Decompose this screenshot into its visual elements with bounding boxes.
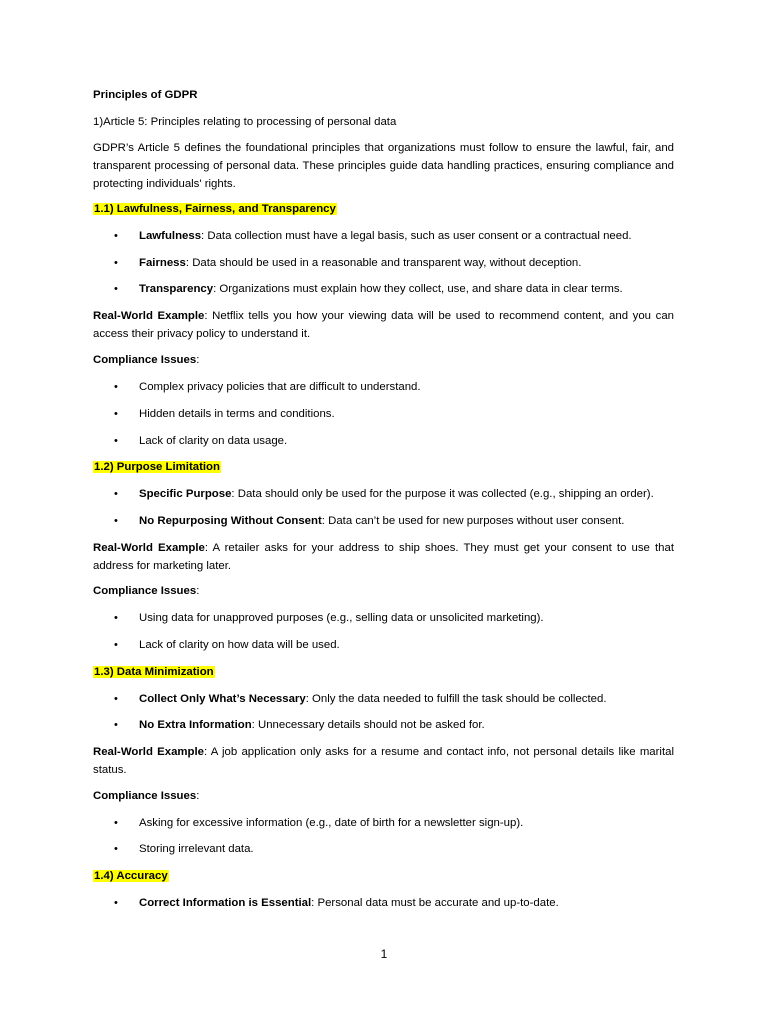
section-heading: 1.3) Data Minimization <box>94 666 214 678</box>
bullet-icon: • <box>114 719 118 731</box>
example-paragraph: Real-World Example: A job application only asks for a resume and contact info, not personal details like marital status. <box>93 746 674 776</box>
bullet-icon: • <box>114 230 118 242</box>
compliance-issues-label: Compliance Issues: <box>93 354 200 366</box>
bullet-icon: • <box>114 435 118 447</box>
bullet-icon: • <box>114 612 118 624</box>
bullet-icon: • <box>114 843 118 855</box>
bullet-icon: • <box>114 488 118 500</box>
bullet-icon: • <box>114 283 118 295</box>
article-line: 1)Article 5: Principles relating to processing of personal data <box>93 116 397 128</box>
bullet-icon: • <box>114 515 118 527</box>
bullet-icon: • <box>114 897 118 909</box>
bullet-icon: • <box>114 817 118 829</box>
intro-paragraph: GDPR’s Article 5 defines the foundational principles that organizations must follow to ensure the lawful, fair, and transparent processing of personal data. These principles guide data handling practices, ensuring compliance and protecting individuals' rights. <box>93 142 674 190</box>
bullet-icon: • <box>114 639 118 651</box>
compliance-issues-label: Compliance Issues: <box>93 790 200 802</box>
compliance-issues-label: Compliance Issues: <box>93 585 200 597</box>
page-number: 1 <box>380 947 388 961</box>
section-heading: 1.1) Lawfulness, Fairness, and Transparency <box>94 203 336 215</box>
example-paragraph: Real-World Example: A retailer asks for your address to ship shoes. They must get your consent to use that address for marketing later. <box>93 542 675 572</box>
bullet-icon: • <box>114 257 118 269</box>
document-title: Principles of GDPR <box>93 89 198 101</box>
bullet-icon: • <box>114 408 118 420</box>
example-paragraph: Real-World Example: Netflix tells you how your viewing data will be used to recommend content, and you can access their privacy policy to understand it. <box>93 310 674 340</box>
section-heading: 1.2) Purpose Limitation <box>94 461 220 473</box>
bullet-icon: • <box>114 693 118 705</box>
section-heading: 1.4) Accuracy <box>94 870 168 882</box>
bullet-icon: • <box>114 381 118 393</box>
